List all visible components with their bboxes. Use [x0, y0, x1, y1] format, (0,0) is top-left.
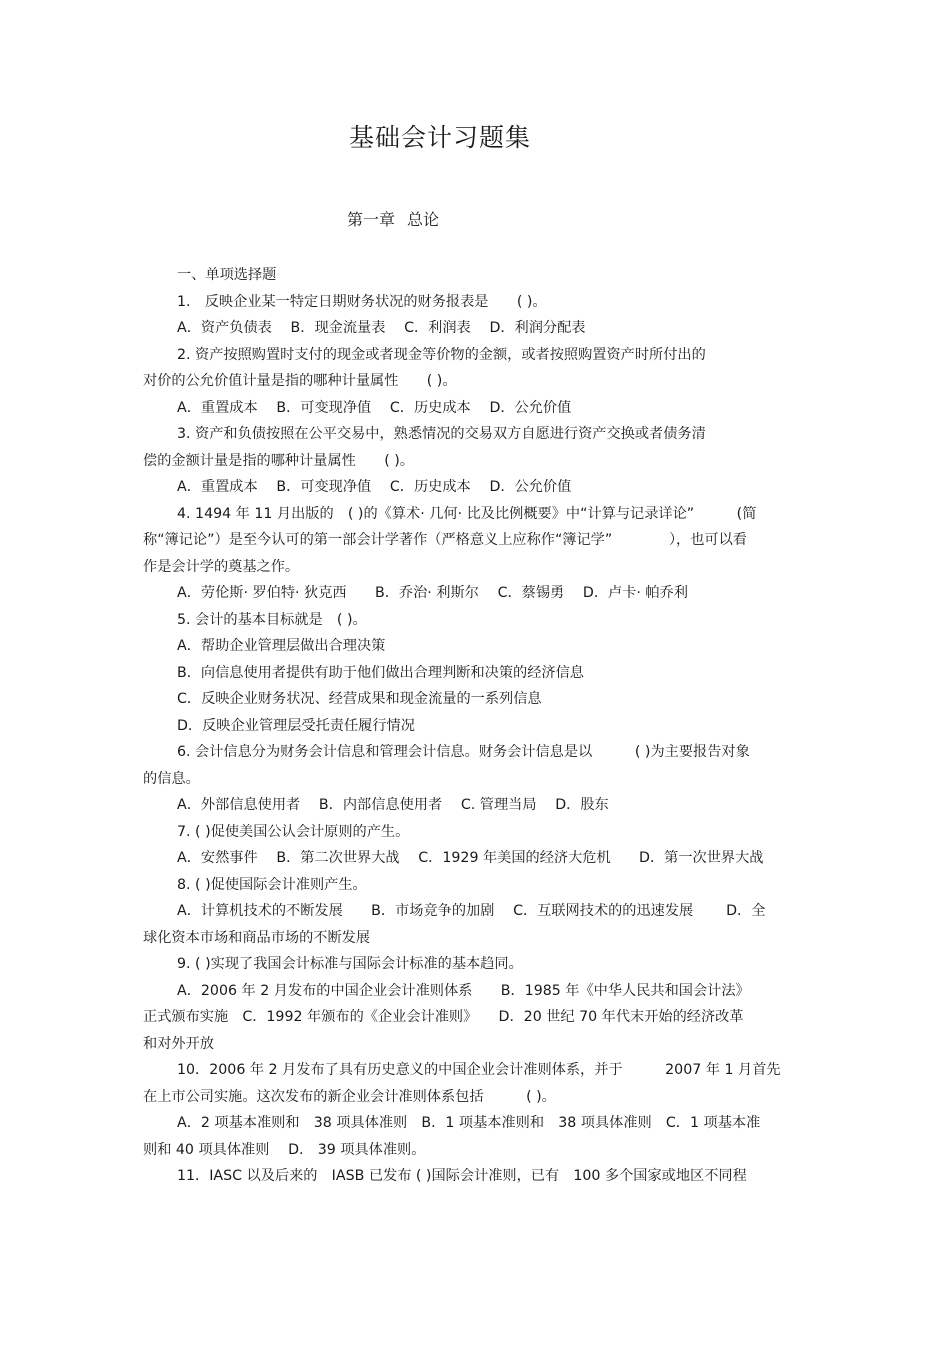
text-line: 的信息。	[143, 770, 200, 787]
text-line: 8. ( )促使国际会计准则产生。	[177, 876, 367, 893]
text-line: A．重置成本 B．可变现净值 C．历史成本 D．公允价值	[177, 399, 572, 416]
text-line: 作是会计学的奠基之作。	[143, 558, 300, 575]
text-line: 则和 40 项具体准则 D. 39 项具体准则。	[143, 1141, 426, 1158]
text-line: 5. 会计的基本目标就是 ( )。	[177, 611, 367, 628]
text-line: A．计算机技术的不断发展 B．市场竞争的加剧 C．互联网技术的的迅速发展 D．全	[177, 903, 766, 919]
text-line: 偿的金额计量是指的哪种计量属性 ( )。	[143, 452, 414, 469]
chapter-name: 总论	[407, 210, 440, 229]
text-line: 称“簿记论”）是至今认可的第一部会计学著作（严格意义上应称作“簿记学” ），也可以看	[143, 532, 747, 548]
text-line: 1. 反映企业某一特定日期财务状况的财务报表是 ( )。	[177, 293, 547, 310]
text-line: 在上市公司实施。这次发布的新企业会计准则体系包括 ( )。	[143, 1088, 556, 1105]
text-line: B．向信息使用者提供有助于他们做出合理判断和决策的经济信息	[177, 664, 584, 681]
text-line: 正式颁布实施 C．1992 年颁布的《企业会计准则》 D．20 世纪 70 年代末开始的经济改革	[143, 1009, 744, 1025]
text-line: A．帮助企业管理层做出合理决策	[177, 638, 386, 654]
chapter-heading	[347, 207, 439, 230]
text-line: C．反映企业财务状况、经营成果和现金流量的一系列信息	[177, 691, 542, 707]
text-line: A．2 项基本准则和 38 项具体准则 B．1 项基本准则和 38 项具体准则 C．1 项基本准	[177, 1115, 761, 1131]
text-line: A．2006 年 2 月发布的中国企业会计准则体系 B．1985 年《中华人民共和国会计法》	[177, 982, 750, 999]
text-line: 7. ( )促使美国公认会计原则的产生。	[177, 823, 410, 840]
text-line: A．重置成本 B．可变现净值 C．历史成本 D．公允价值	[177, 479, 572, 495]
text-line: D．反映企业管理层受托责任履行情况	[177, 717, 415, 734]
section-heading: 一、单项选择题	[177, 267, 277, 283]
document-title: 基础会计习题集	[348, 123, 531, 152]
text-line: 11．IASC 以及后来的 IASB 已发布 ( )国际会计准则，已有 100 多个国家或地区不同程	[177, 1168, 747, 1184]
text-line: 3. 资产和负债按照在公平交易中，熟悉情况的交易双方自愿进行资产交换或者债务清	[177, 426, 706, 442]
text-line: A．安然事件 B．第二次世界大战 C．1929 年美国的经济大危机 D．第一次世界大战	[177, 850, 764, 866]
chapter-number: 第一章	[347, 210, 396, 229]
text-line: A．外部信息使用者 B．内部信息使用者 C. 管理当局 D．股东	[177, 797, 609, 813]
text-line: 和对外开放	[143, 1035, 214, 1052]
text-line: 2. 资产按照购置时支付的现金或者现金等价物的金额，或者按照购置资产时所付出的	[177, 346, 706, 363]
text-line: 10．2006 年 2 月发布了具有历史意义的中国企业会计准则体系，并于 2007 年 1 月首先	[177, 1062, 781, 1078]
text-line: A．劳伦斯· 罗伯特· 狄克西 B．乔治· 利斯尔 C．蔡锡勇 D．卢卡· 帕乔利	[177, 585, 688, 601]
text-line: 6. 会计信息分为财务会计信息和管理会计信息。财务会计信息是以 ( )为主要报告对象	[177, 744, 750, 760]
text-line: 4. 1494 年 11 月出版的 ( )的《算术· 几何· 比及比例概要》中“计算与记录详论” (简	[177, 505, 757, 522]
text-line: A．资产负债表 B．现金流量表 C．利润表 D．利润分配表	[177, 320, 586, 336]
question-list	[143, 262, 805, 1190]
text-line: 球化资本市场和商品市场的不断发展	[143, 929, 371, 946]
text-line: 9. ( )实现了我国会计标准与国际会计标准的基本趋同。	[177, 956, 523, 972]
text-line: 对价的公允价值计量是指的哪种计量属性 ( )。	[143, 373, 457, 389]
